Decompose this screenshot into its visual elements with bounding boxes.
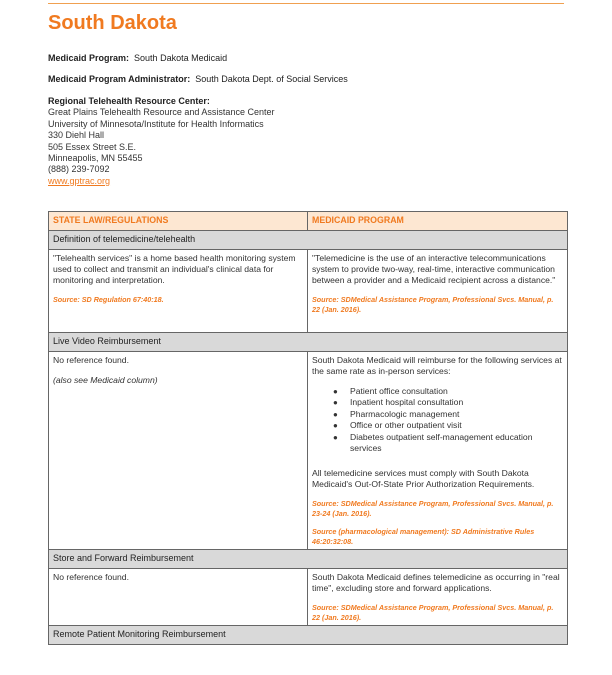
medicaid-text: "Telemedicine is the use of an interactive telecommunications system to provide two-way, real-time, interactive communication between a provider and a Medicaid recipient across a distance." (312, 253, 556, 285)
list-item: ● Patient office consultation (333, 386, 448, 396)
medicaid-program-line (48, 53, 227, 63)
law-text: No reference found. (53, 355, 129, 365)
medicaid-source: Source: SDMedical Assistance Program, Professional Svcs. Manual, p. 22 (Jan. 2016). (312, 603, 554, 622)
law-cell (49, 250, 308, 333)
column-header-state-law: STATE LAW/REGULATIONS (49, 212, 308, 231)
section-title-definition: Definition of telemedicine/telehealth (49, 231, 568, 250)
bullet-icon: ● (333, 421, 338, 431)
section-title-store-forward: Store and Forward Reimbursement (49, 550, 568, 569)
section-title-remote-monitoring: Remote Patient Monitoring Reimbursement (49, 626, 568, 645)
rtrc-label: Regional Telehealth Resource Center: (48, 96, 210, 106)
administrator-line (48, 74, 348, 84)
medicaid-program-value: South Dakota Medicaid (134, 53, 228, 63)
medicaid-text: South Dakota Medicaid defines telemedicine as occurring in "real time", excluding store and forward applications. (312, 572, 560, 594)
rtrc-block (48, 96, 274, 187)
column-header-medicaid: MEDICAID PROGRAM (308, 212, 568, 231)
section-row (49, 231, 568, 250)
rtrc-website-link[interactable]: www.gptrac.org (48, 175, 111, 186)
administrator-label: Medicaid Program Administrator: (48, 74, 191, 84)
list-item: ● Pharmacologic management (333, 408, 460, 419)
administrator-value: South Dakota Dept. of Social Services (195, 74, 348, 84)
rtrc-line: Great Plains Telehealth Resource and Assistance Center (48, 107, 275, 118)
list-item: ● Inpatient hospital consultation (333, 397, 464, 408)
table-row (49, 569, 568, 626)
medicaid-source: Source: SDMedical Assistance Program, Professional Svcs. Manual, p. 23-24 (Jan. 2016). (312, 499, 554, 518)
header-rule (48, 3, 564, 4)
section-row (49, 550, 568, 569)
law-cell (49, 569, 308, 626)
section-row (49, 333, 568, 352)
section-row (49, 626, 568, 645)
services-list (312, 386, 563, 454)
law-text: No reference found. (53, 572, 129, 583)
medicaid-intro: South Dakota Medicaid will reimburse for the following services at the same rate as in-person services: (312, 355, 562, 376)
table-row (49, 352, 568, 550)
law-text: "Telehealth services" is a home based health monitoring system used to collect and transmit an individual's clinical data for monitoring and interpretation. (53, 253, 296, 285)
bullet-icon: ● (333, 409, 338, 419)
rtrc-line: Minneapolis, MN 55455 (48, 153, 143, 164)
list-item: ● Diabetes outpatient self-management education services (333, 431, 533, 454)
policy-table (48, 211, 568, 645)
bullet-icon: ● (333, 398, 338, 408)
bullet-icon: ● (333, 432, 338, 442)
medicaid-cell (308, 352, 568, 550)
rtrc-line: University of Minnesota/Institute for Health Informatics (48, 118, 264, 129)
table-header-row (49, 212, 568, 231)
table-row (49, 250, 568, 333)
law-source: Source: SD Regulation 67:40:18. (53, 295, 164, 304)
medicaid-source: Source: SDMedical Assistance Program, Professional Svcs. Manual, p. 22 (Jan. 2016). (312, 295, 554, 314)
rtrc-line: 505 Essex Street S.E. (48, 141, 137, 152)
medicaid-text: All telemedicine services must comply with South Dakota Medicaid's Out-Of-State Prior Authorization Requirements. (312, 468, 535, 490)
law-cell (49, 352, 308, 550)
rtrc-line: (888) 239-7092 (48, 164, 110, 175)
medicaid-program-label: Medicaid Program: (48, 53, 130, 63)
medicaid-source-pharmacological: Source (pharmacological management): SD Administrative Rules 46:20:32:08. (312, 527, 535, 546)
list-item: ● Office or other outpatient visit (333, 420, 462, 431)
medicaid-cell (308, 250, 568, 333)
medicaid-cell (308, 569, 568, 626)
section-title-live-video: Live Video Reimbursement (49, 333, 568, 352)
bullet-icon: ● (333, 387, 338, 396)
law-note: (also see Medicaid column) (53, 375, 158, 385)
rtrc-line: 330 Diehl Hall (48, 130, 105, 141)
page-title: South Dakota (48, 12, 177, 34)
